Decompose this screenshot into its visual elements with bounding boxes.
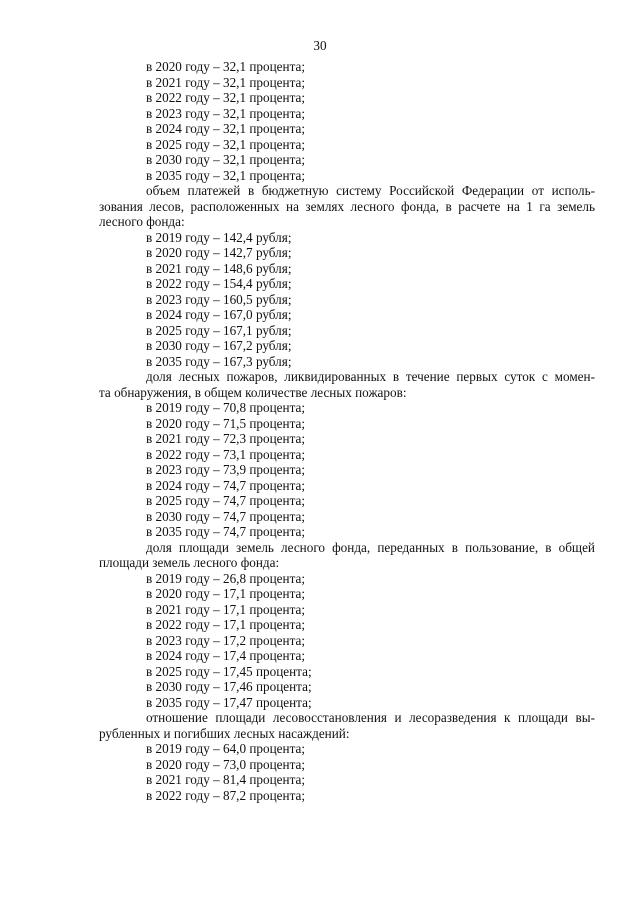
list-item: в 2021 году – 32,1 процента; xyxy=(146,74,306,90)
paragraph-line: отношение площади лесовосстановления и лесоразведения к площади вы- xyxy=(146,710,595,725)
paragraph-line: доля лесных пожаров, ликвидированных в течение первых суток с момен- xyxy=(146,369,595,384)
paragraph-line: зования лесов, расположенных на землях лесного фонда, в расчете на 1 га земель xyxy=(99,198,595,214)
list-item: в 2022 году – 17,1 процента; xyxy=(146,617,306,632)
list-item: в 2021 году – 17,1 процента; xyxy=(146,601,306,617)
indicator-heading-land-use xyxy=(99,540,595,571)
list-item: в 2020 году – 32,1 процента; xyxy=(146,59,306,74)
paragraph-line: та обнаружения, в общем количестве лесных пожаров: xyxy=(99,384,407,400)
indicator-list-2 xyxy=(99,230,595,370)
list-item: в 2021 году – 81,4 процента; xyxy=(146,772,306,787)
list-item: в 2035 году – 74,7 процента; xyxy=(146,524,306,539)
list-item: в 2021 году – 148,6 рубля; xyxy=(146,260,292,276)
list-item: в 2024 году – 167,0 рубля; xyxy=(146,307,292,322)
list-item: в 2022 году – 32,1 процента; xyxy=(146,90,306,105)
list-item: в 2022 году – 154,4 рубля; xyxy=(146,276,292,291)
list-item: в 2019 году – 70,8 процента; xyxy=(146,400,306,415)
list-item: в 2025 году – 32,1 процента; xyxy=(146,136,306,152)
list-item: в 2019 году – 142,4 рубля; xyxy=(146,229,292,245)
list-item: в 2020 году – 17,1 процента; xyxy=(146,586,306,601)
indicator-list-4 xyxy=(99,571,595,711)
list-item: в 2030 году – 17,46 процента; xyxy=(146,679,312,694)
paragraph-line: объем платежей в бюджетную систему Российской Федерации от исполь- xyxy=(146,183,595,198)
indicator-heading-payments xyxy=(99,183,595,230)
list-item: в 2035 году – 17,47 процента; xyxy=(146,694,312,710)
list-item: в 2021 году – 72,3 процента; xyxy=(146,431,306,446)
list-item: в 2020 году – 71,5 процента; xyxy=(146,415,306,431)
list-item: в 2035 году – 167,3 рубля; xyxy=(146,353,292,369)
list-item: в 2025 году – 17,45 процента; xyxy=(146,663,312,679)
list-item: в 2030 году – 74,7 процента; xyxy=(146,508,306,524)
paragraph-line: лесного фонда: xyxy=(99,214,185,229)
paragraph-line: площади земель лесного фонда: xyxy=(99,555,280,570)
list-item: в 2023 году – 17,2 процента; xyxy=(146,632,306,648)
indicator-heading-fires xyxy=(99,369,595,400)
list-item: в 2030 году – 167,2 рубля; xyxy=(146,338,292,353)
list-item: в 2022 году – 87,2 процента; xyxy=(146,787,306,803)
indicator-heading-reforestation xyxy=(99,710,595,741)
list-item: в 2024 году – 32,1 процента; xyxy=(146,121,306,136)
list-item: в 2024 году – 17,4 процента; xyxy=(146,648,306,663)
list-item: в 2019 году – 26,8 процента; xyxy=(146,570,306,586)
indicator-list-3 xyxy=(99,400,595,540)
page-number: 30 xyxy=(313,38,327,53)
paragraph-line: доля площади земель лесного фонда, переданных в пользование, в общей xyxy=(146,539,595,555)
list-item: в 2025 году – 167,1 рубля; xyxy=(146,322,292,338)
list-item: в 2035 году – 32,1 процента; xyxy=(146,167,306,183)
list-item: в 2019 году – 64,0 процента; xyxy=(146,741,306,756)
list-item: в 2022 году – 73,1 процента; xyxy=(146,446,306,462)
list-item: в 2020 году – 142,7 рубля; xyxy=(146,245,292,260)
paragraph-line: рубленных и погибших лесных насаждений: xyxy=(99,725,350,741)
list-item: в 2024 году – 74,7 процента; xyxy=(146,477,306,493)
list-item: в 2025 году – 74,7 процента; xyxy=(146,493,306,508)
document-body xyxy=(99,59,595,803)
list-item: в 2023 году – 73,9 процента; xyxy=(146,462,306,477)
indicator-list-1 xyxy=(99,59,595,183)
list-item: в 2020 году – 73,0 процента; xyxy=(146,756,306,772)
list-item: в 2023 году – 32,1 процента; xyxy=(146,105,306,121)
list-item: в 2023 году – 160,5 рубля; xyxy=(146,291,292,307)
indicator-list-5 xyxy=(99,741,595,803)
list-item: в 2030 году – 32,1 процента; xyxy=(146,152,306,167)
